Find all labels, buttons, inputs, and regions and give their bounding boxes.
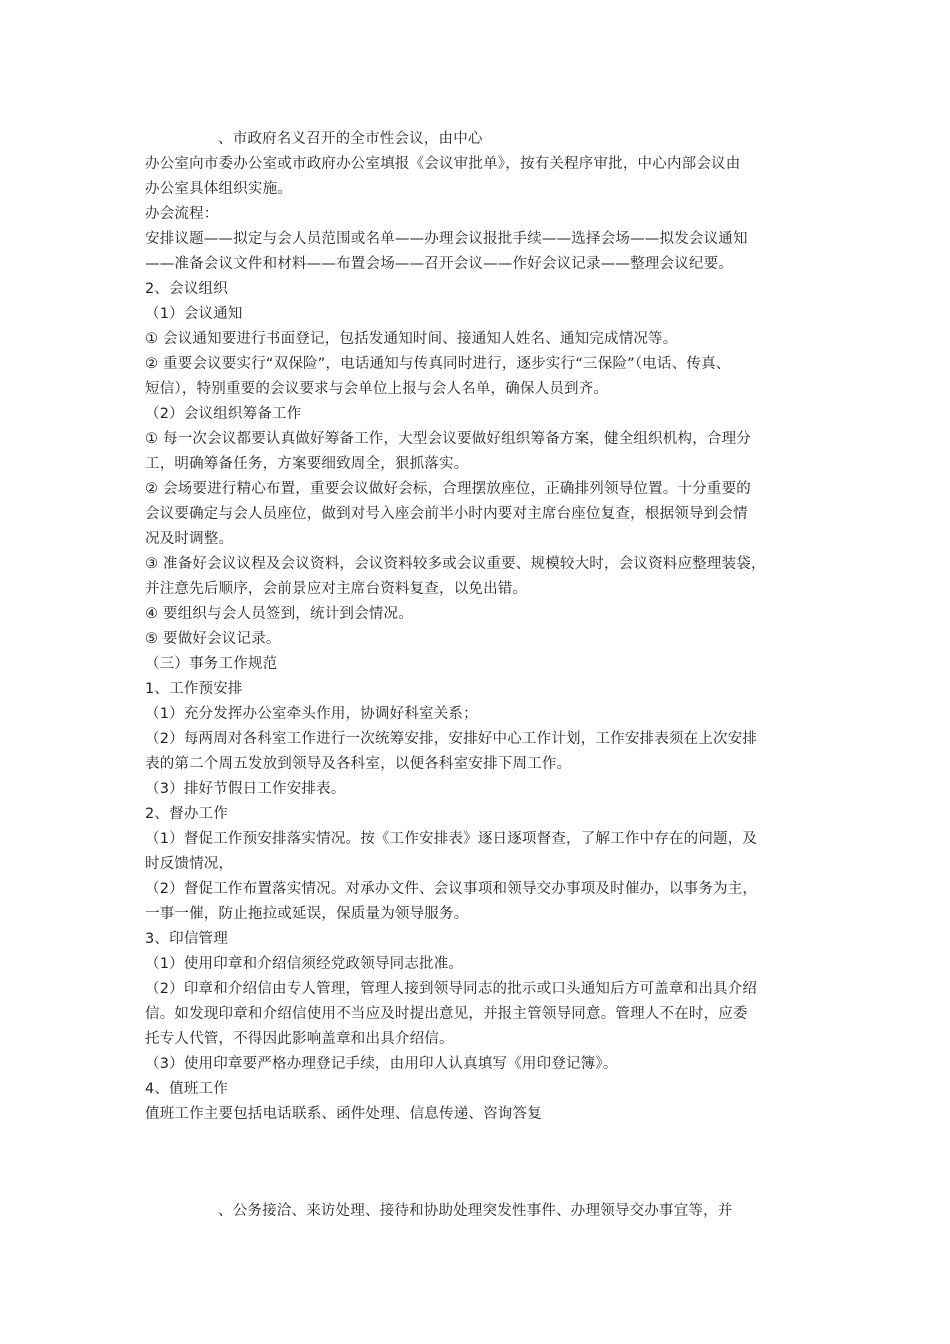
text-line: 托专人代管，不得因此影响盖章和出具介绍信。	[145, 1031, 454, 1047]
text-line: 、公务接洽、来访处理、接待和协助处理突发性事件、办理领导交办事宜等，并	[218, 1203, 733, 1219]
list-item: （2）每两周对各科室工作进行一次统筹安排，安排好中心工作计划，工作安排表须在上次安排	[145, 731, 758, 747]
section-heading: （三）事务工作规范	[145, 656, 278, 672]
list-item: ② 重要会议要实行“双保险”，电话通知与传真同时进行，逐步实行“三保险”（电话、传真、	[145, 356, 731, 372]
text-line: 办公室具体组织实施。	[145, 181, 292, 197]
section-heading: 3、印信管理	[145, 931, 228, 947]
list-item: ③ 准备好会议议程及会议资料，会议资料较多或会议重要、规模较大时，会议资料应整理装袋，	[145, 556, 766, 572]
text-line: 会议要确定与会人员座位，做到对号入座会前半小时内要对主席台座位复查，根据领导到会情	[145, 506, 748, 522]
section-heading: 2、会议组织	[145, 281, 228, 297]
list-item: ② 会场要进行精心布置，重要会议做好会标，合理摆放座位，正确排列领导位置。十分重要的	[145, 481, 752, 497]
list-item: （3）使用印章要严格办理登记手续，由用印人认真填写《用印登记簿》。	[145, 1056, 618, 1072]
list-item: （1）充分发挥办公室牵头作用，协调好科室关系；	[145, 706, 478, 722]
text-line: 表的第二个周五发放到领导及各科室，以便各科室安排下周工作。	[145, 756, 572, 772]
subsection-heading: （2）会议组织筹备工作	[145, 406, 302, 422]
text-line: 办会流程：	[145, 206, 219, 222]
subsection-heading: （1）会议通知	[145, 306, 243, 322]
list-item: （1）督促工作预安排落实情况。按《工作安排表》逐日逐项督查，了解工作中存在的问题，及	[145, 831, 758, 847]
list-item: （2）印章和介绍信由专人管理，管理人接到领导同志的批示或口头通知后方可盖章和出具介绍	[145, 981, 758, 997]
text-line: 、市政府名义召开的全市性会议，由中心	[218, 131, 483, 147]
list-item: （3）排好节假日工作安排表。	[145, 781, 346, 797]
section-heading: 4、值班工作	[145, 1081, 228, 1097]
text-line: 短信），特别重要的会议要求与会单位上报与会人名单，确保人员到齐。	[145, 381, 609, 397]
text-line: 并注意先后顺序，会前景应对主席台资料复查，以免出错。	[145, 581, 528, 597]
text-line: ——准备会议文件和材料——布置会场——召开会议——作好会议记录——整理会议纪要。	[145, 256, 733, 272]
text-line: 况及时调整。	[145, 531, 234, 547]
text-line: 时反馈情况，	[145, 856, 234, 872]
section-heading: 1、工作预安排	[145, 681, 243, 697]
list-item: ⑤ 要做好会议记录。	[145, 631, 281, 647]
text-line: 办公室向市委办公室或市政府办公室填报《会议审批单》，按有关程序审批，中心内部会议由	[145, 156, 741, 172]
list-item: ① 每一次会议都要认真做好筹备工作，大型会议要做好组织筹备方案，健全组织机构，合理分	[145, 431, 752, 447]
text-line: 值班工作主要包括电话联系、函件处理、信息传递、咨询答复	[145, 1106, 542, 1122]
text-line: 工，明确筹备任务，方案要细致周全，狠抓落实。	[145, 456, 469, 472]
text-line: 安排议题——拟定与会人员范围或名单——办理会议报批手续——选择会场——拟发会议通知	[145, 231, 748, 247]
list-item: ④ 要组织与会人员签到，统计到会情况。	[145, 606, 413, 622]
text-line: 信。如发现印章和介绍信使用不当应及时提出意见，并报主管领导同意。管理人不在时，应委	[145, 1006, 748, 1022]
list-item: ① 会议通知要进行书面登记，包括发通知时间、接通知人姓名、通知完成情况等。	[145, 331, 678, 347]
section-heading: 2、督办工作	[145, 806, 228, 822]
text-line: 一事一催，防止拖拉或延误，保质量为领导服务。	[145, 906, 469, 922]
list-item: （1）使用印章和介绍信须经党政领导同志批准。	[145, 956, 464, 972]
list-item: （2）督促工作布置落实情况。对承办文件、会议事项和领导交办事项及时催办，以事务为主，	[145, 881, 758, 897]
